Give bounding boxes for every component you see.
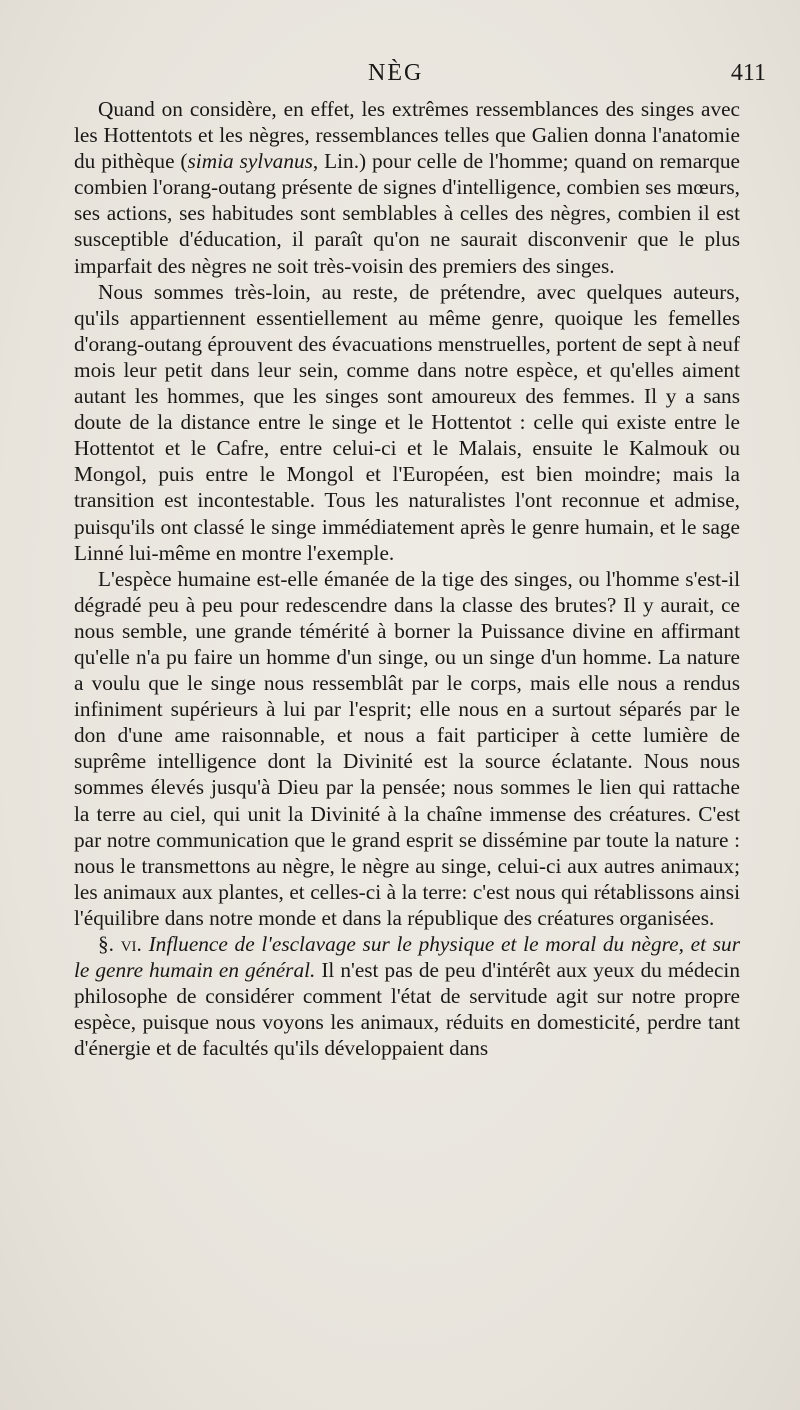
paragraph-1 [74,96,740,279]
page-header [0,60,800,90]
section-title: Influence de l'esclavage sur le physique et le moral du nègre, et sur le genre humain en général. [74,932,740,983]
running-head: NÈG [368,60,424,86]
species-name: simia sylvanus [187,149,313,174]
section-number: §. vi. [98,932,142,956]
body-text [74,96,740,1061]
paragraph-1-text: Quand on considère, en effet, les extrêmes ressemblances des singes avec les Hottentots et les nègres, ressemblances telles que Galien donna l'anatomie du pithèque ( [74,97,740,174]
section-paragraph [74,931,740,1061]
paragraph-2: Nous sommes très-loin, au reste, de prétendre, avec quelques auteurs, qu'ils appartiennent essentiellement au même genre, quoique les femelles d'orang-outang éprouvent des évacuations menstruelles, portent de sept à neuf mois leur petit dans leur sein, comme dans notre espèce, et qu'elles aiment autant les hommes, que les singes sont amoureux des femmes. Il y a sans doute de la distance entre le singe et le Hottentot : celle qui existe entre le Hottentot et le Cafre, entre celui-ci et le Malais, ensuite le Kalmouk ou Mongol, puis entre le Mongol et l'Européen, est bien moindre; mais la transition est incontestable. Tous les naturalistes l'ont reconnue et admise, puisqu'ils ont classé le singe immédiatement après le genre humain, et le sage Linné lui-même en montre l'exemple. [74,279,740,565]
paragraph-1-tail: , Lin.) pour celle de l'homme; quand on remarque combien l'orang-outang présente de signes d'intelligence, combien ses mœurs, ses actions, ses habitudes sont semblables à celles des nègres, combien il est susceptible d'éducation, il paraît qu'on ne saurait disconvenir que le plus imparfait des nègres ne soit très-voisin des premiers des singes. [74,149,740,278]
page-number: 411 [730,60,766,86]
paragraph-3: L'espèce humaine est-elle émanée de la tige des singes, ou l'homme s'est-il dégradé peu à peu pour redescendre dans la classe des brutes? Il y aurait, ce nous semble, une grande témérité à borner la Puissance divine en affirmant qu'elle n'a pu faire un homme d'un singe, ou un singe d'un homme. La nature a voulu que le singe nous ressemblât par le corps, mais elle nous a rendus infiniment supérieurs à lui par l'esprit; elle nous en a surtout séparés par le don d'une ame raisonnable, et nous a fait participer à cette lumière de suprême intelligence dont la Divinité est la source éclatante. Nous nous sommes élevés jusqu'à Dieu par la pensée; nous sommes le lien qui rattache la terre au ciel, qui unit la Divinité à la chaîne immense des créatures. C'est par notre communication que le grand esprit se dissémine par toute la nature : nous le transmettons au nègre, le nègre au singe, celui-ci aux autres animaux; les animaux aux plantes, et celles-ci à la terre: c'est nous qui rétablissons ainsi l'équilibre dans notre monde et dans la république des créatures organisées. [74,566,740,930]
section-text: Il n'est pas de peu d'intérêt aux yeux du médecin philosophe de considérer comment l'état de servitude agit sur notre propre espèce, puisque nous voyons les animaux, réduits en domesticité, perdre tant d'énergie et de facultés qu'ils développaient dans [74,958,740,1061]
